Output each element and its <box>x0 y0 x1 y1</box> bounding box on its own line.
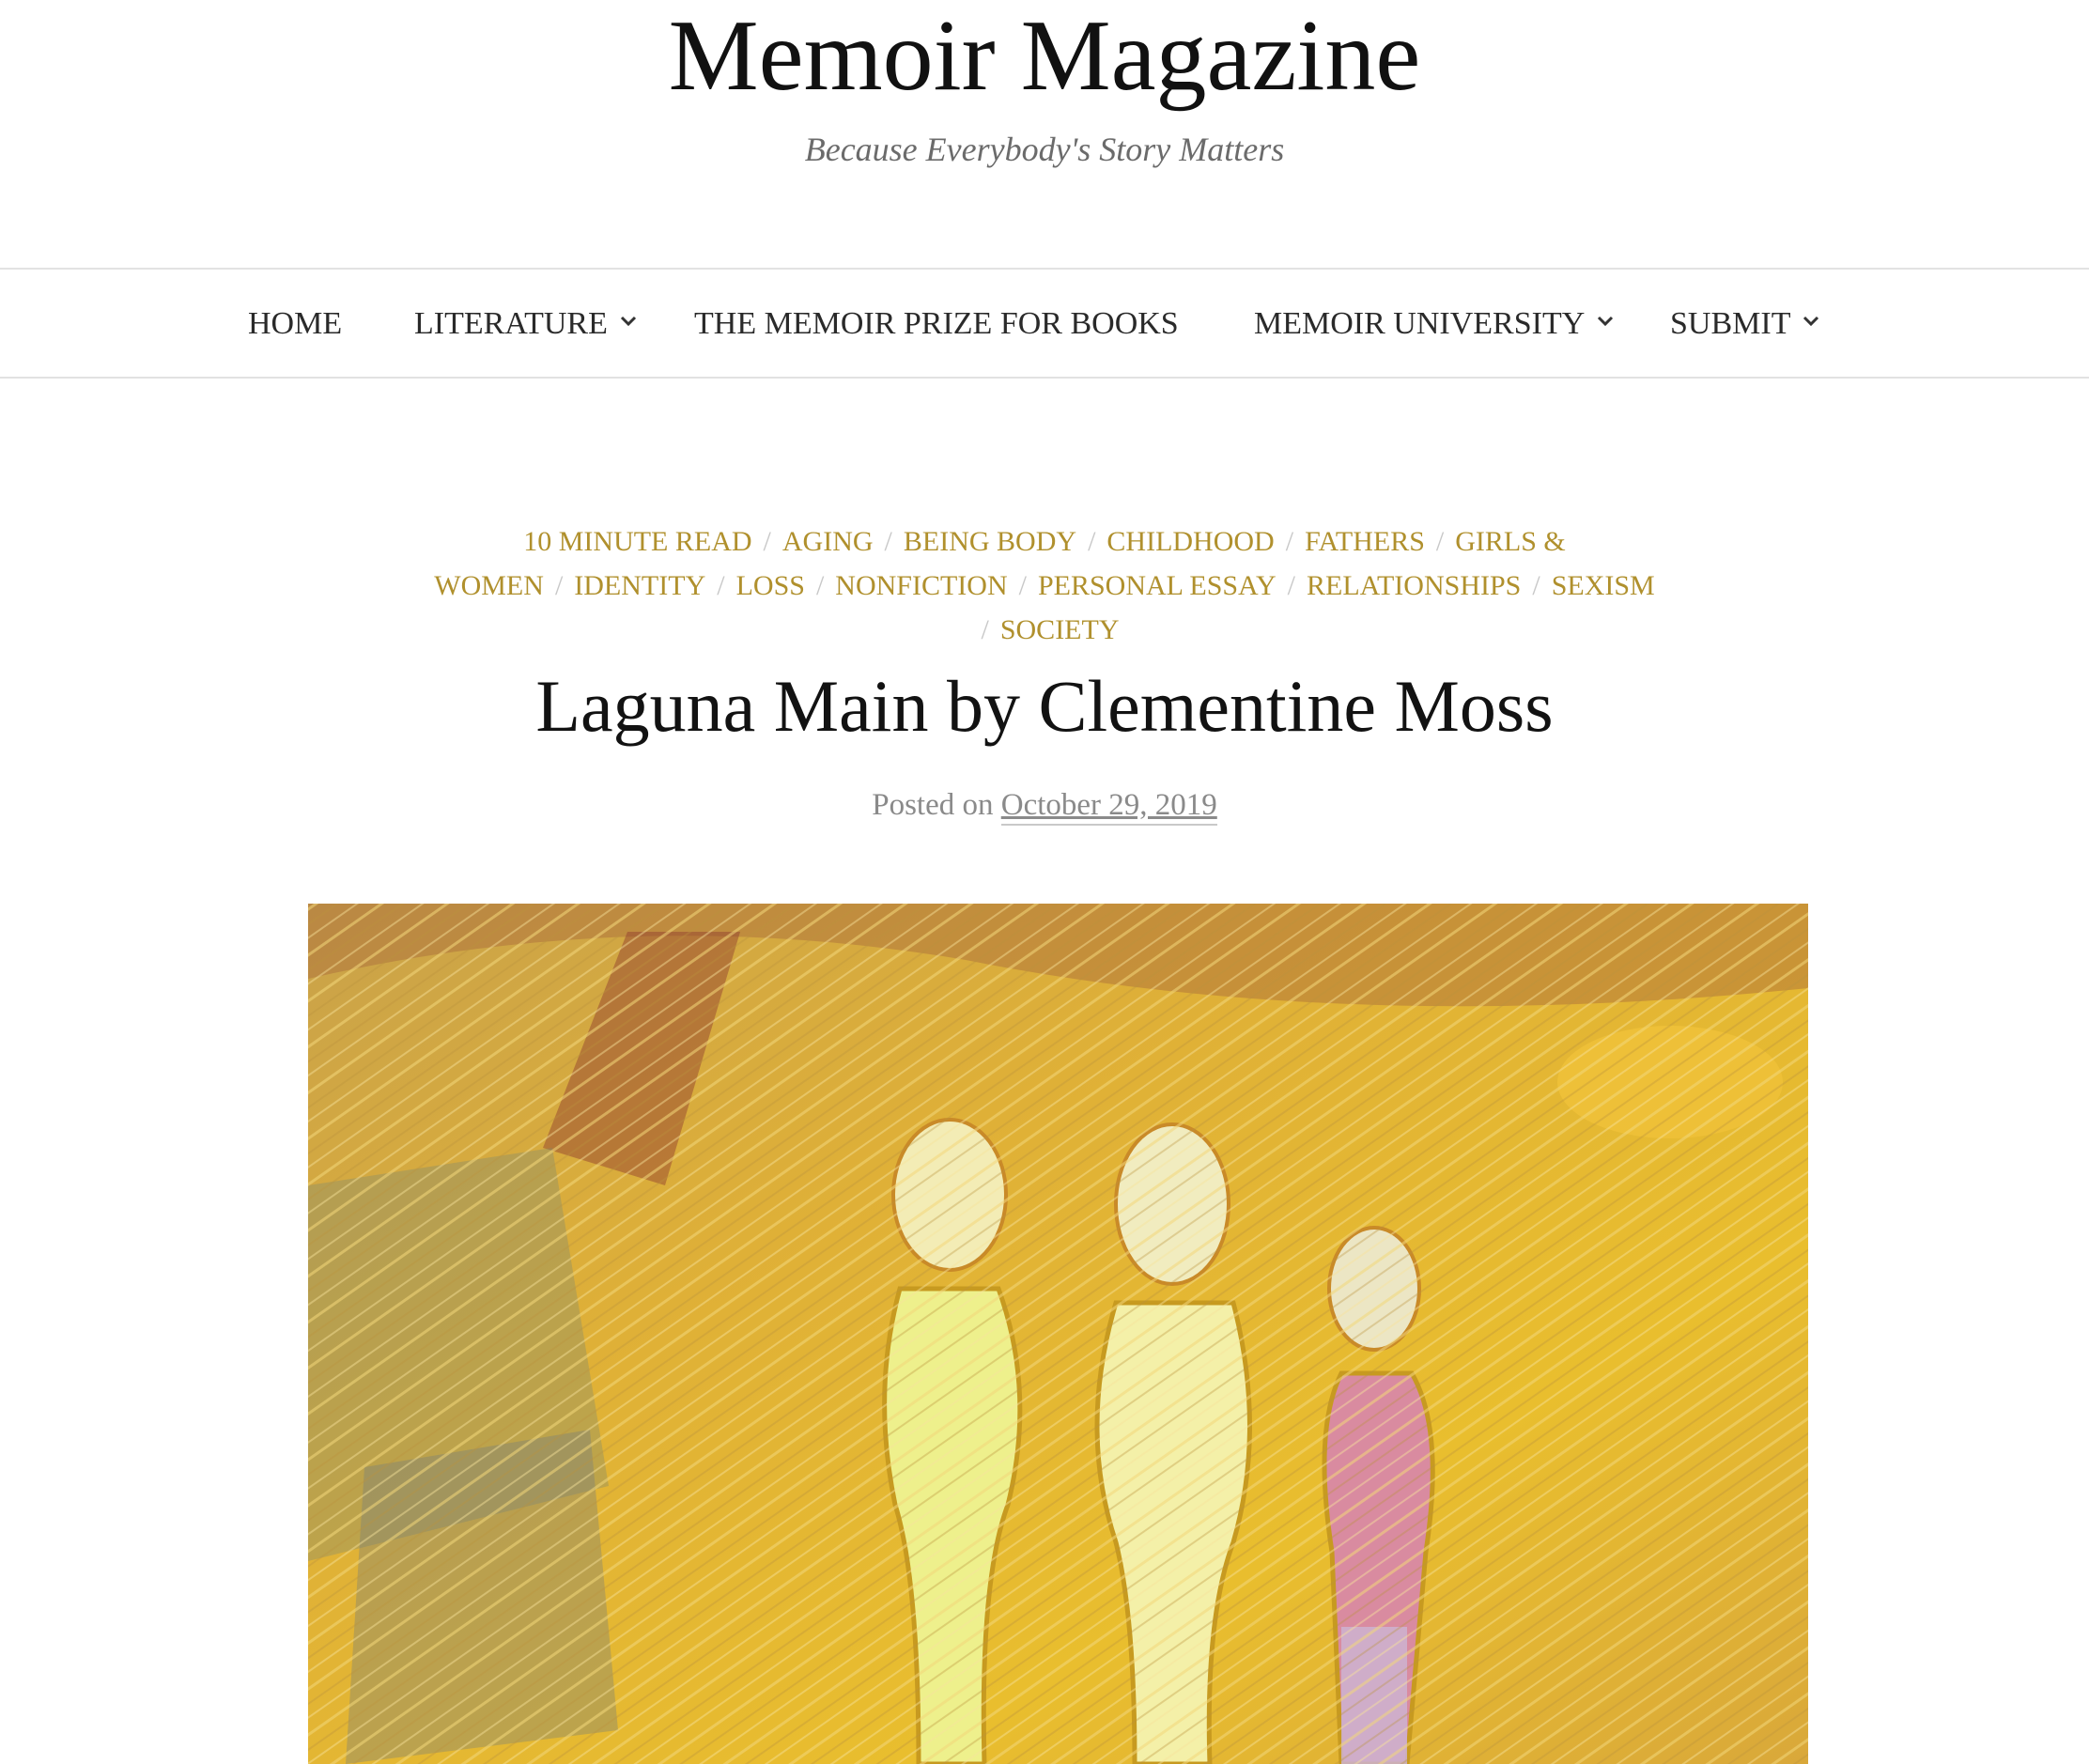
category-link[interactable]: BEING BODY <box>903 526 1077 557</box>
category-separator: / <box>1287 570 1295 601</box>
category-separator: / <box>981 614 989 645</box>
category-separator: / <box>1018 570 1027 601</box>
category-link[interactable]: IDENTITY <box>574 570 706 601</box>
site-title[interactable]: Memoir Magazine <box>668 0 1421 112</box>
site-header <box>0 0 2089 269</box>
nav-item-home[interactable] <box>248 302 342 347</box>
nav-item-label: HOME <box>248 306 343 341</box>
category-link[interactable]: LOSS <box>735 570 805 601</box>
nav-item-memoir-prize[interactable] <box>694 302 1179 347</box>
painting-texture <box>308 904 1808 1764</box>
category-separator: / <box>554 570 564 601</box>
category-link[interactable]: SEXISM <box>1551 570 1655 601</box>
category-link[interactable]: SOCIETY <box>999 614 1120 645</box>
category-link[interactable]: RELATIONSHIPS <box>1306 570 1522 601</box>
nav-item-submit[interactable] <box>1670 302 1826 347</box>
main-navigation <box>0 268 2089 379</box>
category-link[interactable]: AGING <box>781 526 874 557</box>
category-link[interactable]: PERSONAL ESSAY <box>1037 570 1277 601</box>
nav-item-label: LITERATURE <box>414 306 608 341</box>
post-title: Laguna Main by Clementine Moss <box>535 665 1554 747</box>
category-separator: / <box>884 526 892 557</box>
category-link[interactable]: FATHERS <box>1305 526 1425 557</box>
nav-item-literature[interactable] <box>414 302 643 347</box>
category-link[interactable]: CHILDHOOD <box>1106 526 1275 557</box>
nav-item-label: THE MEMOIR PRIZE FOR BOOKS <box>694 306 1179 341</box>
nav-item-memoir-university[interactable] <box>1254 302 1620 347</box>
category-separator: / <box>815 570 825 601</box>
posted-on-label: Posted on <box>872 788 994 822</box>
category-separator: / <box>1088 526 1096 557</box>
nav-item-label: SUBMIT <box>1670 306 1791 341</box>
post-date-link[interactable]: October 29, 2019 <box>1001 788 1217 826</box>
nav-item-label: MEMOIR UNIVERSITY <box>1254 306 1586 341</box>
chevron-down-icon[interactable] <box>1596 302 1620 347</box>
category-separator: / <box>763 526 771 557</box>
category-separator: / <box>1285 526 1294 557</box>
category-separator: / <box>717 570 725 601</box>
category-link[interactable]: GIRLS & WOMEN <box>434 526 1566 601</box>
post-categories <box>413 519 1676 652</box>
painting-illustration <box>308 904 1808 1764</box>
category-link[interactable]: 10 MINUTE READ <box>523 526 752 557</box>
category-separator: / <box>1435 526 1445 557</box>
featured-image <box>308 904 1808 1764</box>
post-meta <box>0 782 2089 828</box>
site-tagline: Because Everybody's Story Matters <box>804 131 1285 168</box>
category-link[interactable]: NONFICTION <box>835 570 1008 601</box>
chevron-down-icon[interactable] <box>619 302 643 347</box>
category-separator: / <box>1532 570 1540 601</box>
chevron-down-icon[interactable] <box>1802 302 1826 347</box>
